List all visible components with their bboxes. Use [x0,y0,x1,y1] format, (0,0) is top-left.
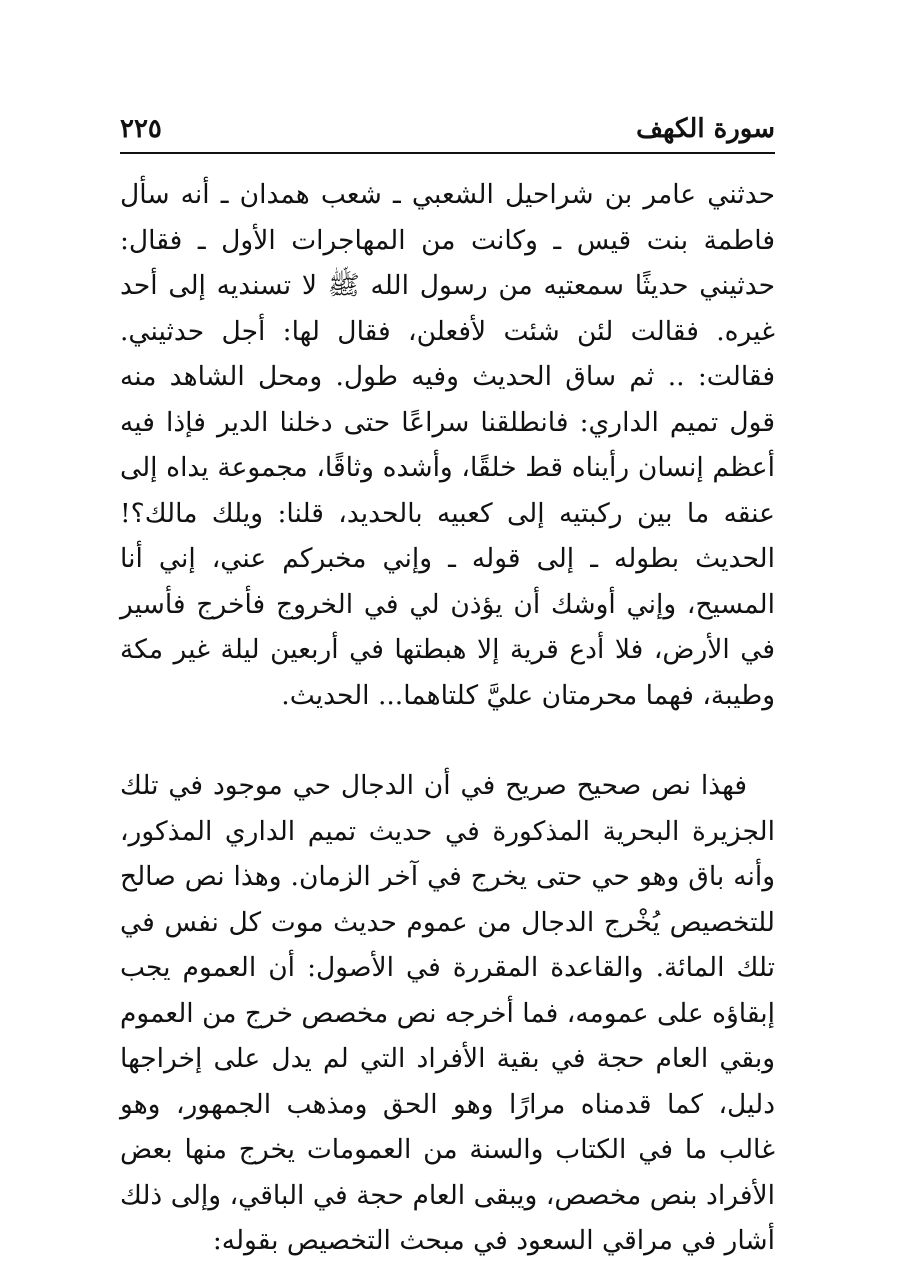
paragraph-commentary: فهذا نص صحيح صريح في أن الدجال حي موجود في تلك الجزيرة البحرية المذكورة في حديث تميم الداري المذكور، وأنه باق وهو حي حتى يخرج في آخر الزمان. وهذا نص صالح للتخصيص يُخْرج الدجال من عموم حديث موت كل نفس في تلك المائة. والقاعدة المقررة في الأصول: أن العموم يجب إبقاؤه على عمومه، فما أخرجه نص مخصص خرج من العموم وبقي العام حجة في بقية الأفراد التي لم يدل على إخراجها دليل، كما قدمناه مرارًا وهو الحق ومذهب الجمهور، وهو غالب ما في الكتاب والسنة من العمومات يخرج منها بعض الأفراد بنص مخصص، ويبقى العام حجة في الباقي، وإلى ذلك أشار في مراقي السعود في مبحث التخصيص بقوله: [120,770,775,1256]
page-number: ٢٢٥ [120,114,162,144]
paragraph-hadith: حدثني عامر بن شراحيل الشعبي ـ شعب همدان ـ أنه سأل فاطمة بنت قيس ـ وكانت من المهاجرات الأول ـ فقال: حدثيني حديثًا سمعتيه من رسول الله ﷺ لا تسنديه إلى أحد غيره. فقالت لئن شئت لأفعلن، فقال لها: أجل حدثيني. فقالت: .. ثم ساق الحديث وفيه طول. ومحل الشاهد منه قول تميم الداري: فانطلقنا سراعًا حتى دخلنا الدير فإذا فيه أعظم إنسان رأيناه قط خلقًا، وأشده وثاقًا، مجموعة يداه إلى عنقه ما بين ركبتيه إلى كعبيه بالحديد، قلنا: ويلك مالك؟! الحديث بطوله ـ إلى قوله ـ وإني مخبركم عني، إني أنا المسيح، وإني أوشك أن يؤذن لي في الخروج فأخرج فأسير في الأرض، فلا أدع قرية إلا هبطتها في أربعين ليلة غير مكة وطيبة، فهما محرمتان عليَّ كلتاهما... الحديث. [120,179,775,711]
page-body [120,172,775,1264]
surah-title: سورة الكهف [636,114,775,144]
page-header [120,112,775,154]
